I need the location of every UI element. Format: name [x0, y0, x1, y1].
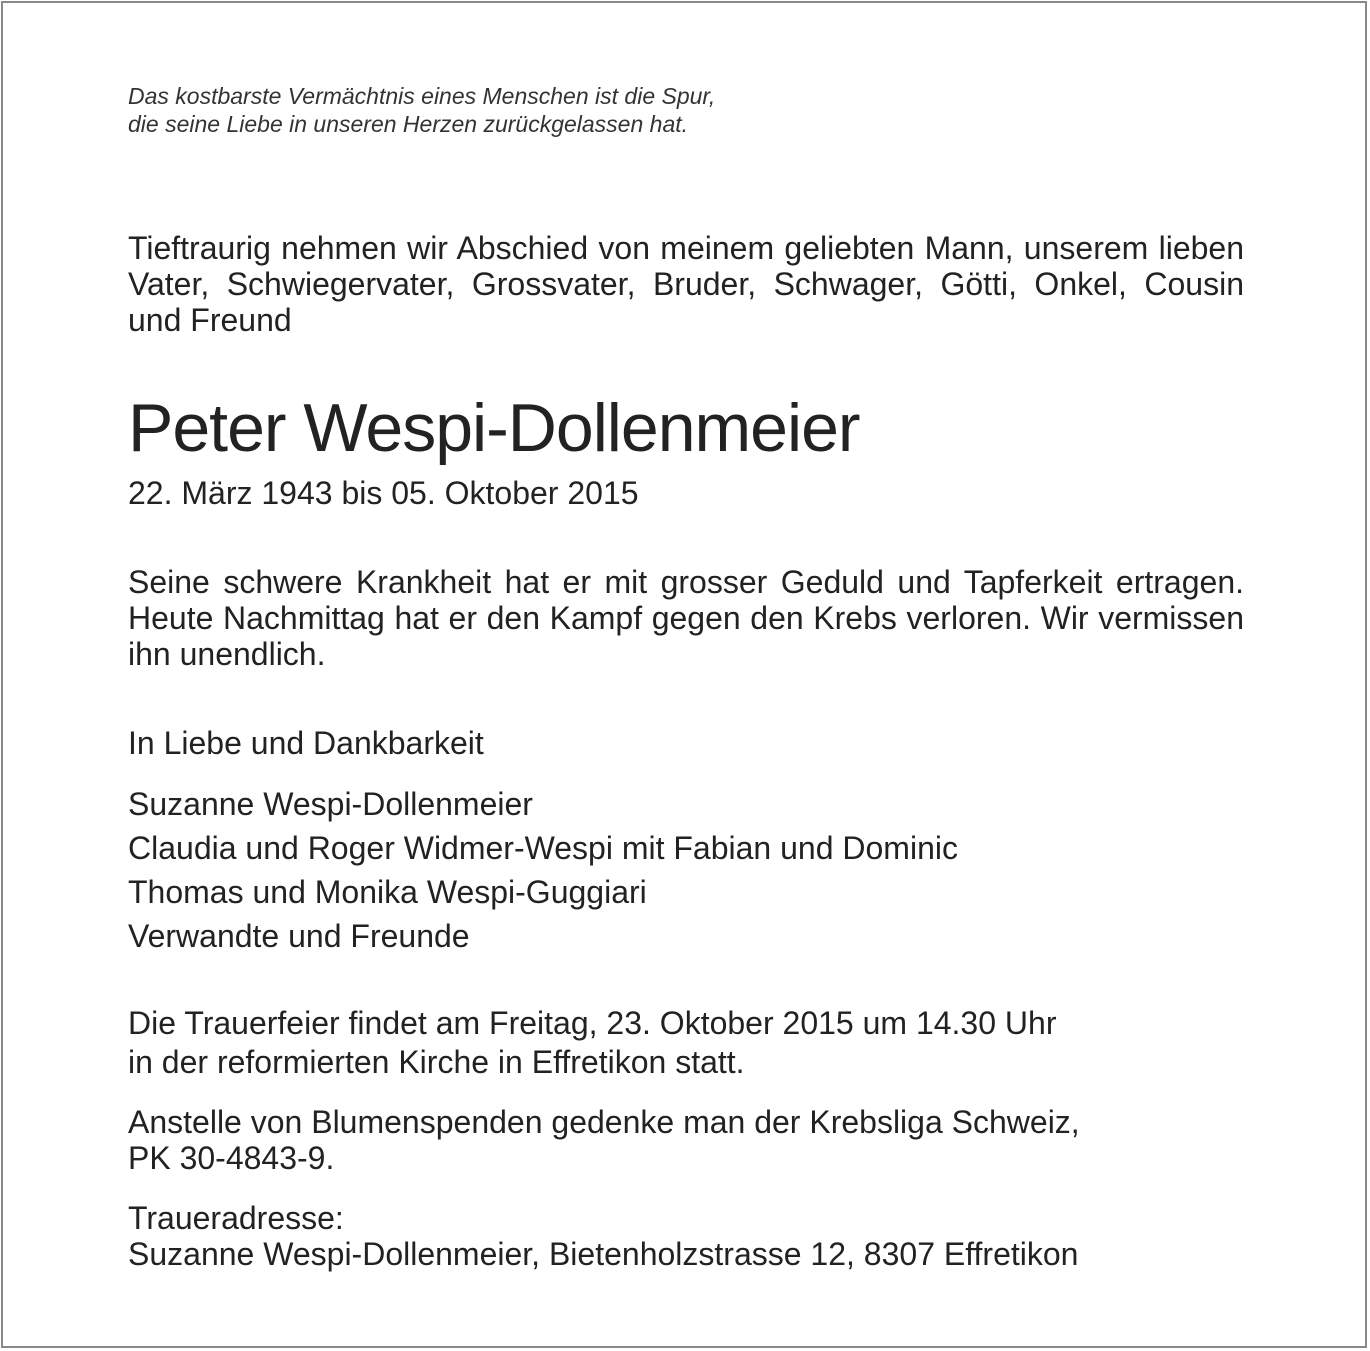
mourners-list — [128, 782, 1244, 958]
intro-paragraph: Tieftraurig nehmen wir Abschied von meinem geliebten Mann, unserem lieben Vater, Schwiegervater, Grossvater, Bruder, Schwager, Götti, Onkel, Cousin und Freund — [128, 230, 1244, 338]
mourner-item: Thomas und Monika Wespi-Guggiari — [128, 874, 647, 910]
donation-line-2: PK 30-4843-9. — [128, 1140, 335, 1176]
ceremony-info — [128, 1004, 1244, 1082]
ceremony-line-1: Die Trauerfeier findet am Freitag, 23. Oktober 2015 um 14.30 Uhr — [128, 1005, 1057, 1041]
motto-line-1: Das kostbarste Vermächtnis eines Menschen ist die Spur, — [128, 83, 716, 109]
illness-paragraph: Seine schwere Krankheit hat er mit grosser Geduld und Tapferkeit ertragen. Heute Nachmittag hat er den Kampf gegen den Krebs verloren. Wir vermissen ihn unendlich. — [128, 564, 1244, 672]
motto-quote — [128, 82, 1244, 138]
mourning-address — [128, 1200, 1244, 1272]
address-label: Traueradresse: — [128, 1200, 344, 1236]
closing-phrase: In Liebe und Dankbarkeit — [128, 725, 484, 761]
donation-line-1: Anstelle von Blumenspenden gedenke man der Krebsliga Schweiz, — [128, 1104, 1080, 1140]
deceased-name: Peter Wespi-Dollenmeier — [128, 390, 860, 466]
mourner-item: Suzanne Wespi-Dollenmeier — [128, 786, 533, 822]
mourner-item: Verwandte und Freunde — [128, 918, 470, 954]
mourner-item: Claudia und Roger Widmer-Wespi mit Fabian und Dominic — [128, 830, 958, 866]
motto-line-2: die seine Liebe in unseren Herzen zurückgelassen hat. — [128, 111, 689, 137]
life-dates: 22. März 1943 bis 05. Oktober 2015 — [128, 475, 639, 511]
donation-info — [128, 1104, 1244, 1176]
address-value: Suzanne Wespi-Dollenmeier, Bietenholzstrasse 12, 8307 Effretikon — [128, 1236, 1079, 1272]
ceremony-line-2: in der reformierten Kirche in Effretikon statt. — [128, 1044, 745, 1080]
